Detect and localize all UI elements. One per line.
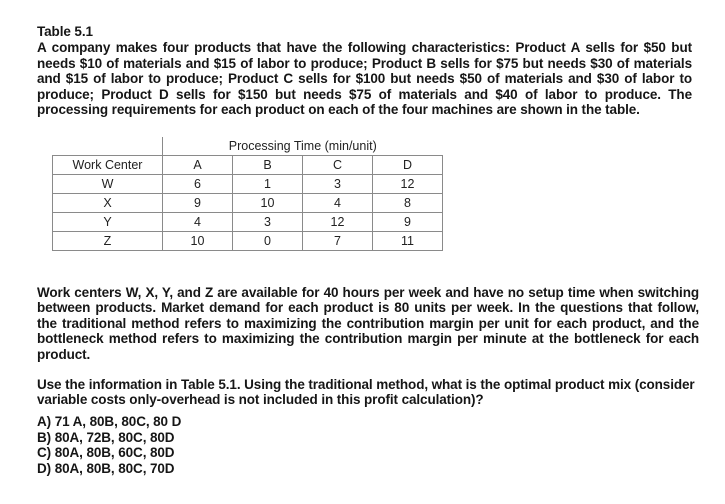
table-cell: 1 xyxy=(233,175,303,194)
option-d[interactable]: D) 80A, 80B, 80C, 70D xyxy=(37,460,175,476)
table-header-row xyxy=(53,156,443,175)
table-cell: 3 xyxy=(303,175,373,194)
table-cell: 10 xyxy=(233,194,303,213)
table-cell: Y xyxy=(53,213,163,232)
table-cell: 4 xyxy=(303,194,373,213)
table-cell: 8 xyxy=(373,194,443,213)
table-cell: 0 xyxy=(233,232,303,251)
table-cell: 10 xyxy=(163,232,233,251)
table-cell: 3 xyxy=(233,213,303,232)
header-cell: C xyxy=(303,156,373,175)
table-cell: 12 xyxy=(373,175,443,194)
processing-time-table xyxy=(52,137,443,251)
table-row xyxy=(53,175,443,194)
table-caption: Processing Time (min/unit) xyxy=(163,137,443,156)
option-c[interactable]: C) 80A, 80B, 60C, 80D xyxy=(37,445,175,461)
header-cell: D xyxy=(373,156,443,175)
table-cell: 12 xyxy=(303,213,373,232)
option-a[interactable]: A) 71 A, 80B, 80C, 80 D xyxy=(37,414,182,429)
table-corner xyxy=(53,137,163,156)
table-cell: 11 xyxy=(373,232,443,251)
table-cell: Z xyxy=(53,232,163,251)
question-text: Use the information in Table 5.1. Using the traditional method, what is the optimal product mix (consider variable costs only-overhead is not included in this profit calculation)? xyxy=(37,377,695,408)
intro-paragraph: A company makes four products that have the following characteristics: Product A sells for $50 but needs $10 of materials and $15 of labor to produce; Product B sells for $75 but needs $30 of materials and $15 of labor to produce; Product C sells for $100 but needs $50 of materials and $30 of labor to produce; Product D sells for $150 but needs $75 of materials and $40 of labor to produce. The processing requirements for each product on each of the four machines are shown in the table. xyxy=(37,40,692,118)
table-cell: 6 xyxy=(163,175,233,194)
header-cell: B xyxy=(233,156,303,175)
header-cell: A xyxy=(163,156,233,175)
option-b[interactable]: B) 80A, 72B, 80C, 80D xyxy=(37,429,175,445)
table-row xyxy=(53,194,443,213)
table-cell: 9 xyxy=(373,213,443,232)
answer-options xyxy=(37,414,181,476)
table-cell: 7 xyxy=(303,232,373,251)
table-cell: X xyxy=(53,194,163,213)
table-cell: 9 xyxy=(163,194,233,213)
work-center-paragraph: Work centers W, X, Y, and Z are available for 40 hours per week and have no setup time when switching between products. Market demand for each product is 80 units per week. In the questions that follow, the traditional method refers to maximizing the contribution margin per unit for each product, and the bottleneck method refers to maximizing the contribution margin per minute at the bottleneck for each product. xyxy=(37,285,699,362)
table-cell: W xyxy=(53,175,163,194)
table-row xyxy=(53,232,443,251)
table-cell: 4 xyxy=(163,213,233,232)
header-cell: Work Center xyxy=(53,156,163,175)
table-row xyxy=(53,213,443,232)
table-title: Table 5.1 xyxy=(37,24,93,39)
